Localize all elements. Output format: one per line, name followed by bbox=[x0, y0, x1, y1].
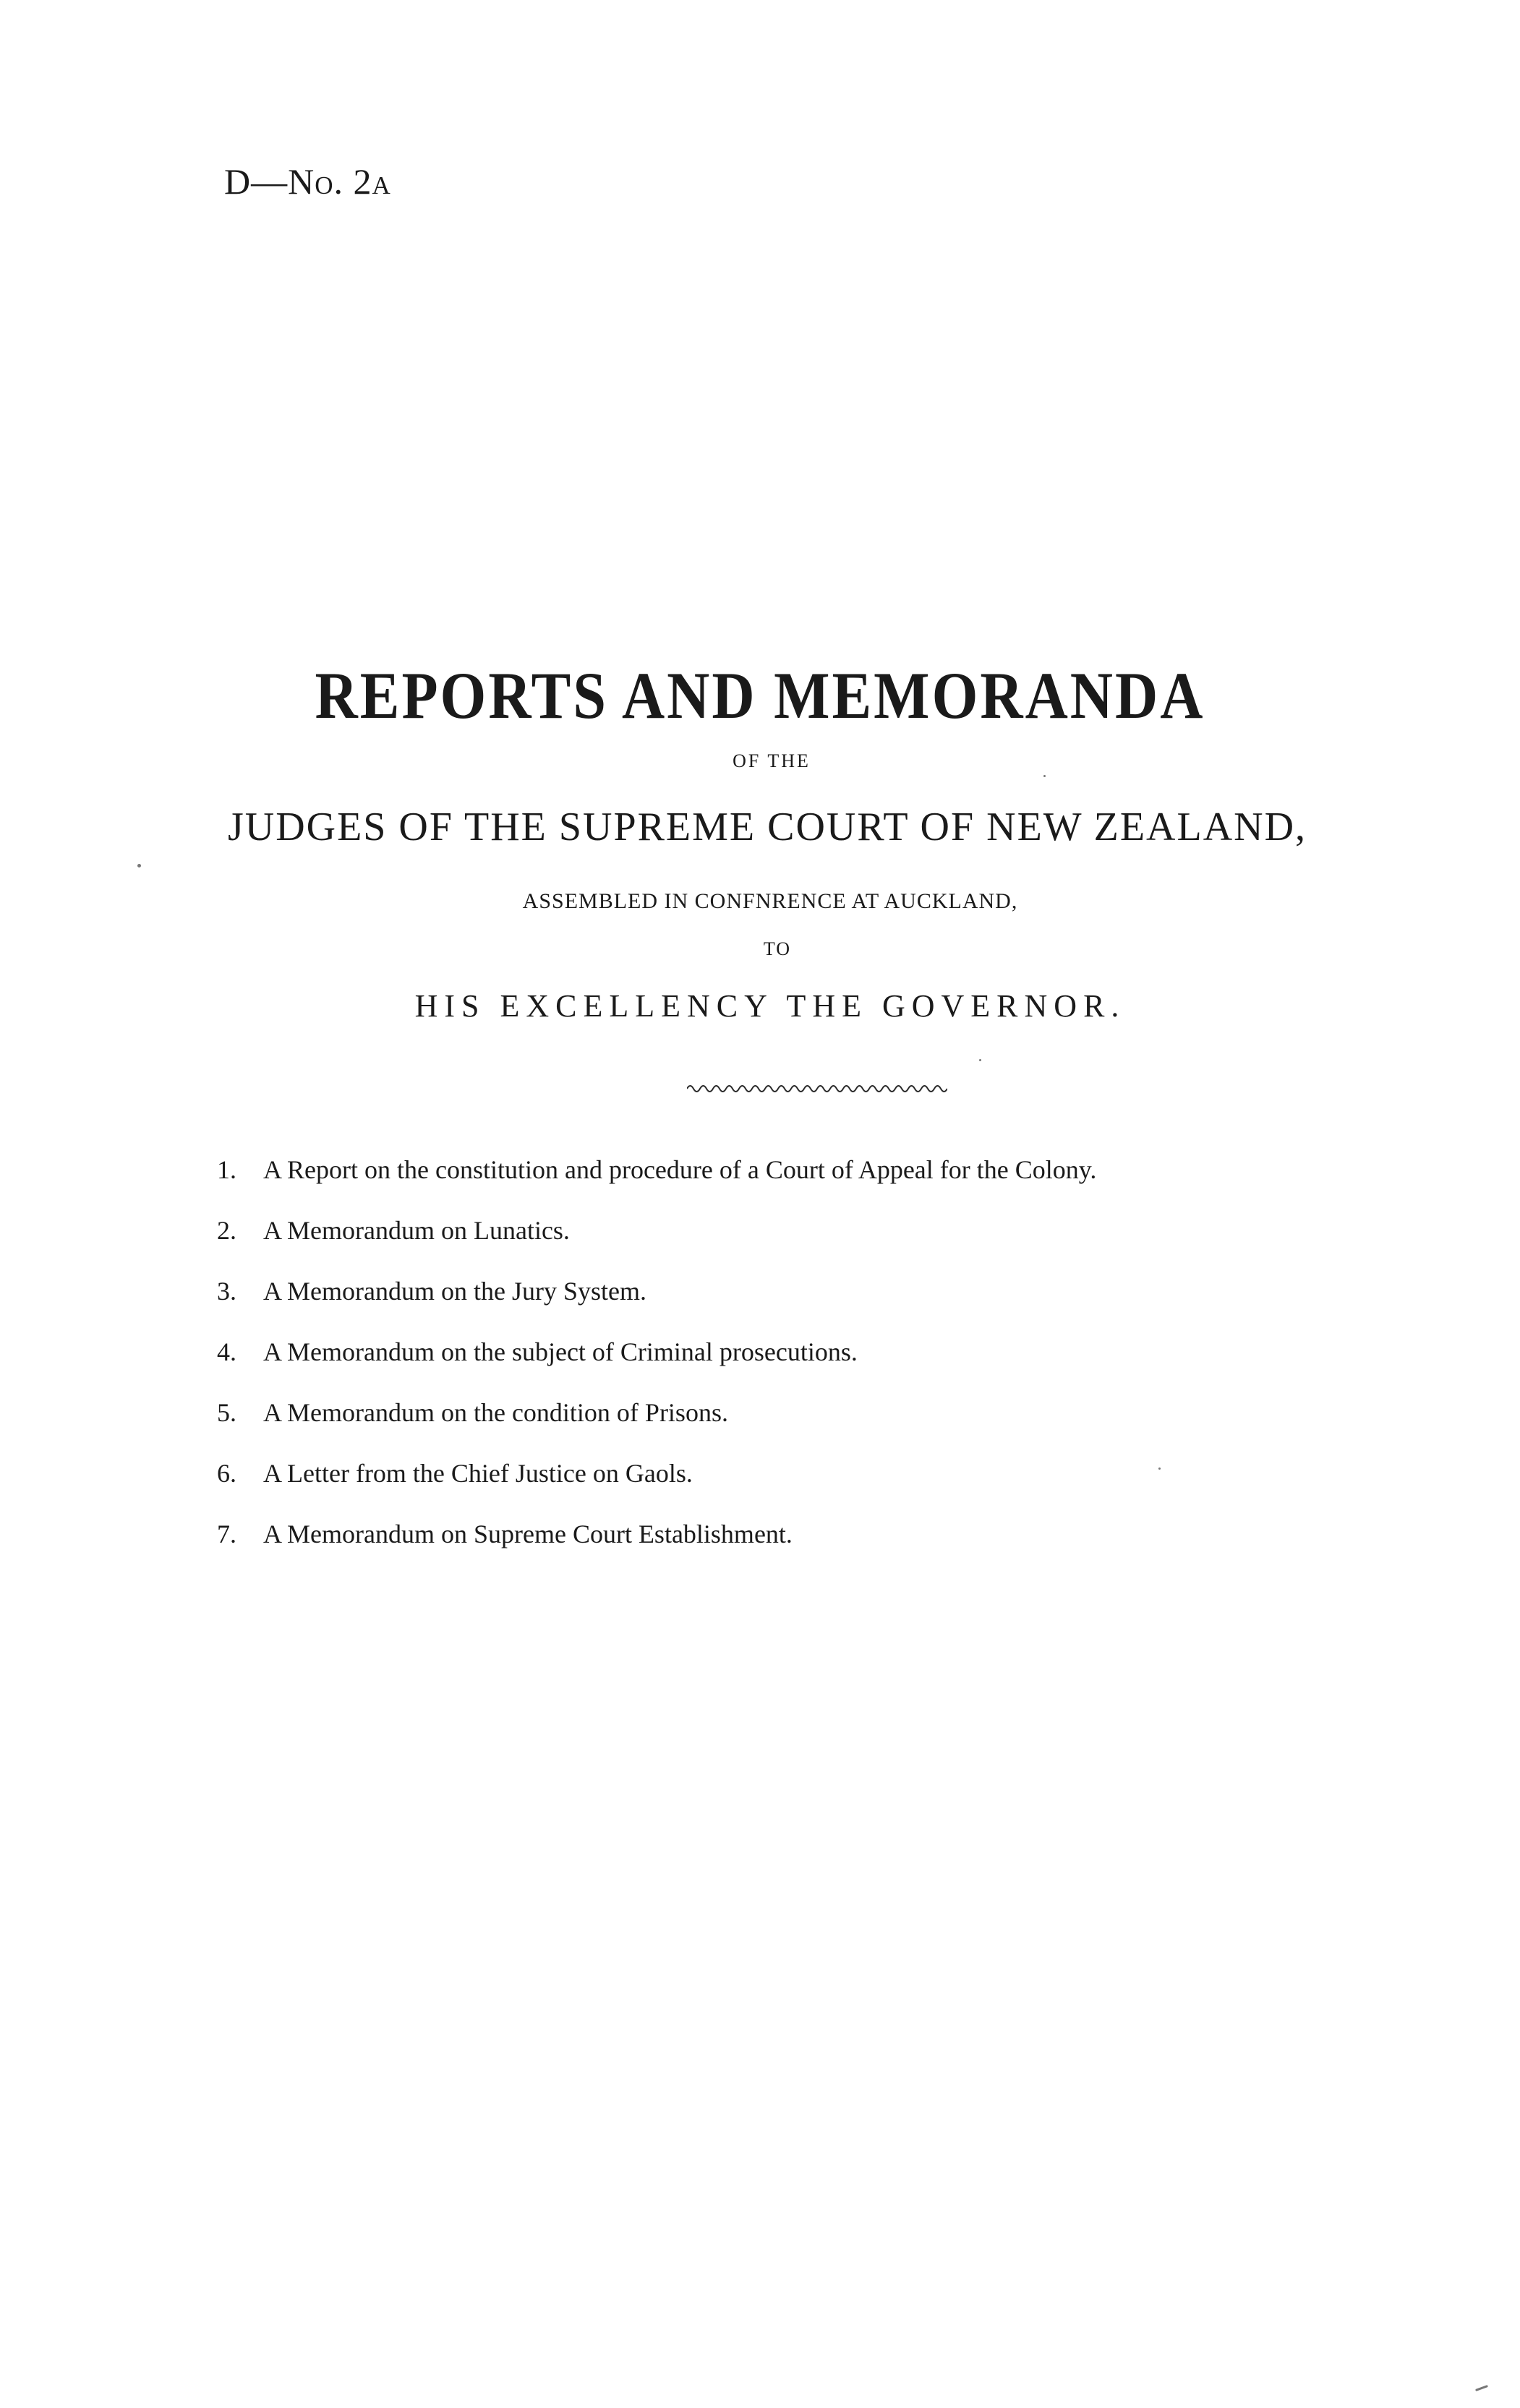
subtitle-judges: JUDGES OF THE SUPREME COURT OF NEW ZEALAND, bbox=[227, 805, 1307, 849]
list-item-number: 4. bbox=[217, 1337, 236, 1366]
list-item-text: A Memorandum on Lunatics. bbox=[263, 1216, 570, 1245]
subtitle-to: TO bbox=[763, 938, 792, 959]
list-item-number: 5. bbox=[217, 1398, 236, 1427]
document-reference-prefix: D— bbox=[224, 161, 289, 202]
list-item-number: 1. bbox=[217, 1155, 236, 1184]
list-item bbox=[217, 1397, 1096, 1457]
contents-list bbox=[217, 1154, 1096, 1579]
list-item-text: A Memorandum on the Jury System. bbox=[263, 1277, 646, 1306]
list-item-number: 2. bbox=[217, 1216, 236, 1245]
subtitle-governor: HIS EXCELLENCY THE GOVERNOR. bbox=[414, 988, 1126, 1024]
list-item-number: 7. bbox=[217, 1520, 236, 1548]
list-item-number: 3. bbox=[217, 1277, 236, 1306]
subtitle-assembled: ASSEMBLED IN CONFNRENCE AT AUCKLAND, bbox=[522, 889, 1018, 913]
scan-speck bbox=[137, 864, 141, 867]
list-item bbox=[217, 1154, 1096, 1214]
document-title: REPORTS AND MEMORANDA bbox=[315, 659, 1205, 733]
list-item-text: A Memorandum on Supreme Court Establishment. bbox=[263, 1520, 793, 1548]
list-item-text: A Memorandum on the condition of Prisons. bbox=[263, 1398, 728, 1427]
list-item-text: A Letter from the Chief Justice on Gaols. bbox=[263, 1459, 693, 1488]
document-reference-number: No. 2a bbox=[288, 161, 391, 202]
document-reference bbox=[224, 160, 391, 202]
list-item bbox=[217, 1275, 1096, 1336]
wavy-rule-ornament bbox=[687, 1081, 947, 1096]
list-item-number: 6. bbox=[217, 1459, 236, 1488]
list-item bbox=[217, 1518, 1096, 1579]
scan-speck bbox=[1158, 1467, 1161, 1470]
scan-speck bbox=[979, 1059, 981, 1061]
list-item bbox=[217, 1457, 1096, 1518]
list-item bbox=[217, 1214, 1096, 1275]
list-item bbox=[217, 1336, 1096, 1397]
list-item-text: A Report on the constitution and procedure of a Court of Appeal for the Colony. bbox=[263, 1155, 1097, 1184]
list-item-text: A Memorandum on the subject of Criminal prosecutions. bbox=[263, 1337, 858, 1366]
scan-speck bbox=[1043, 775, 1046, 777]
scan-speck bbox=[1475, 2385, 1488, 2391]
subtitle-of-the: OF THE bbox=[733, 750, 811, 771]
